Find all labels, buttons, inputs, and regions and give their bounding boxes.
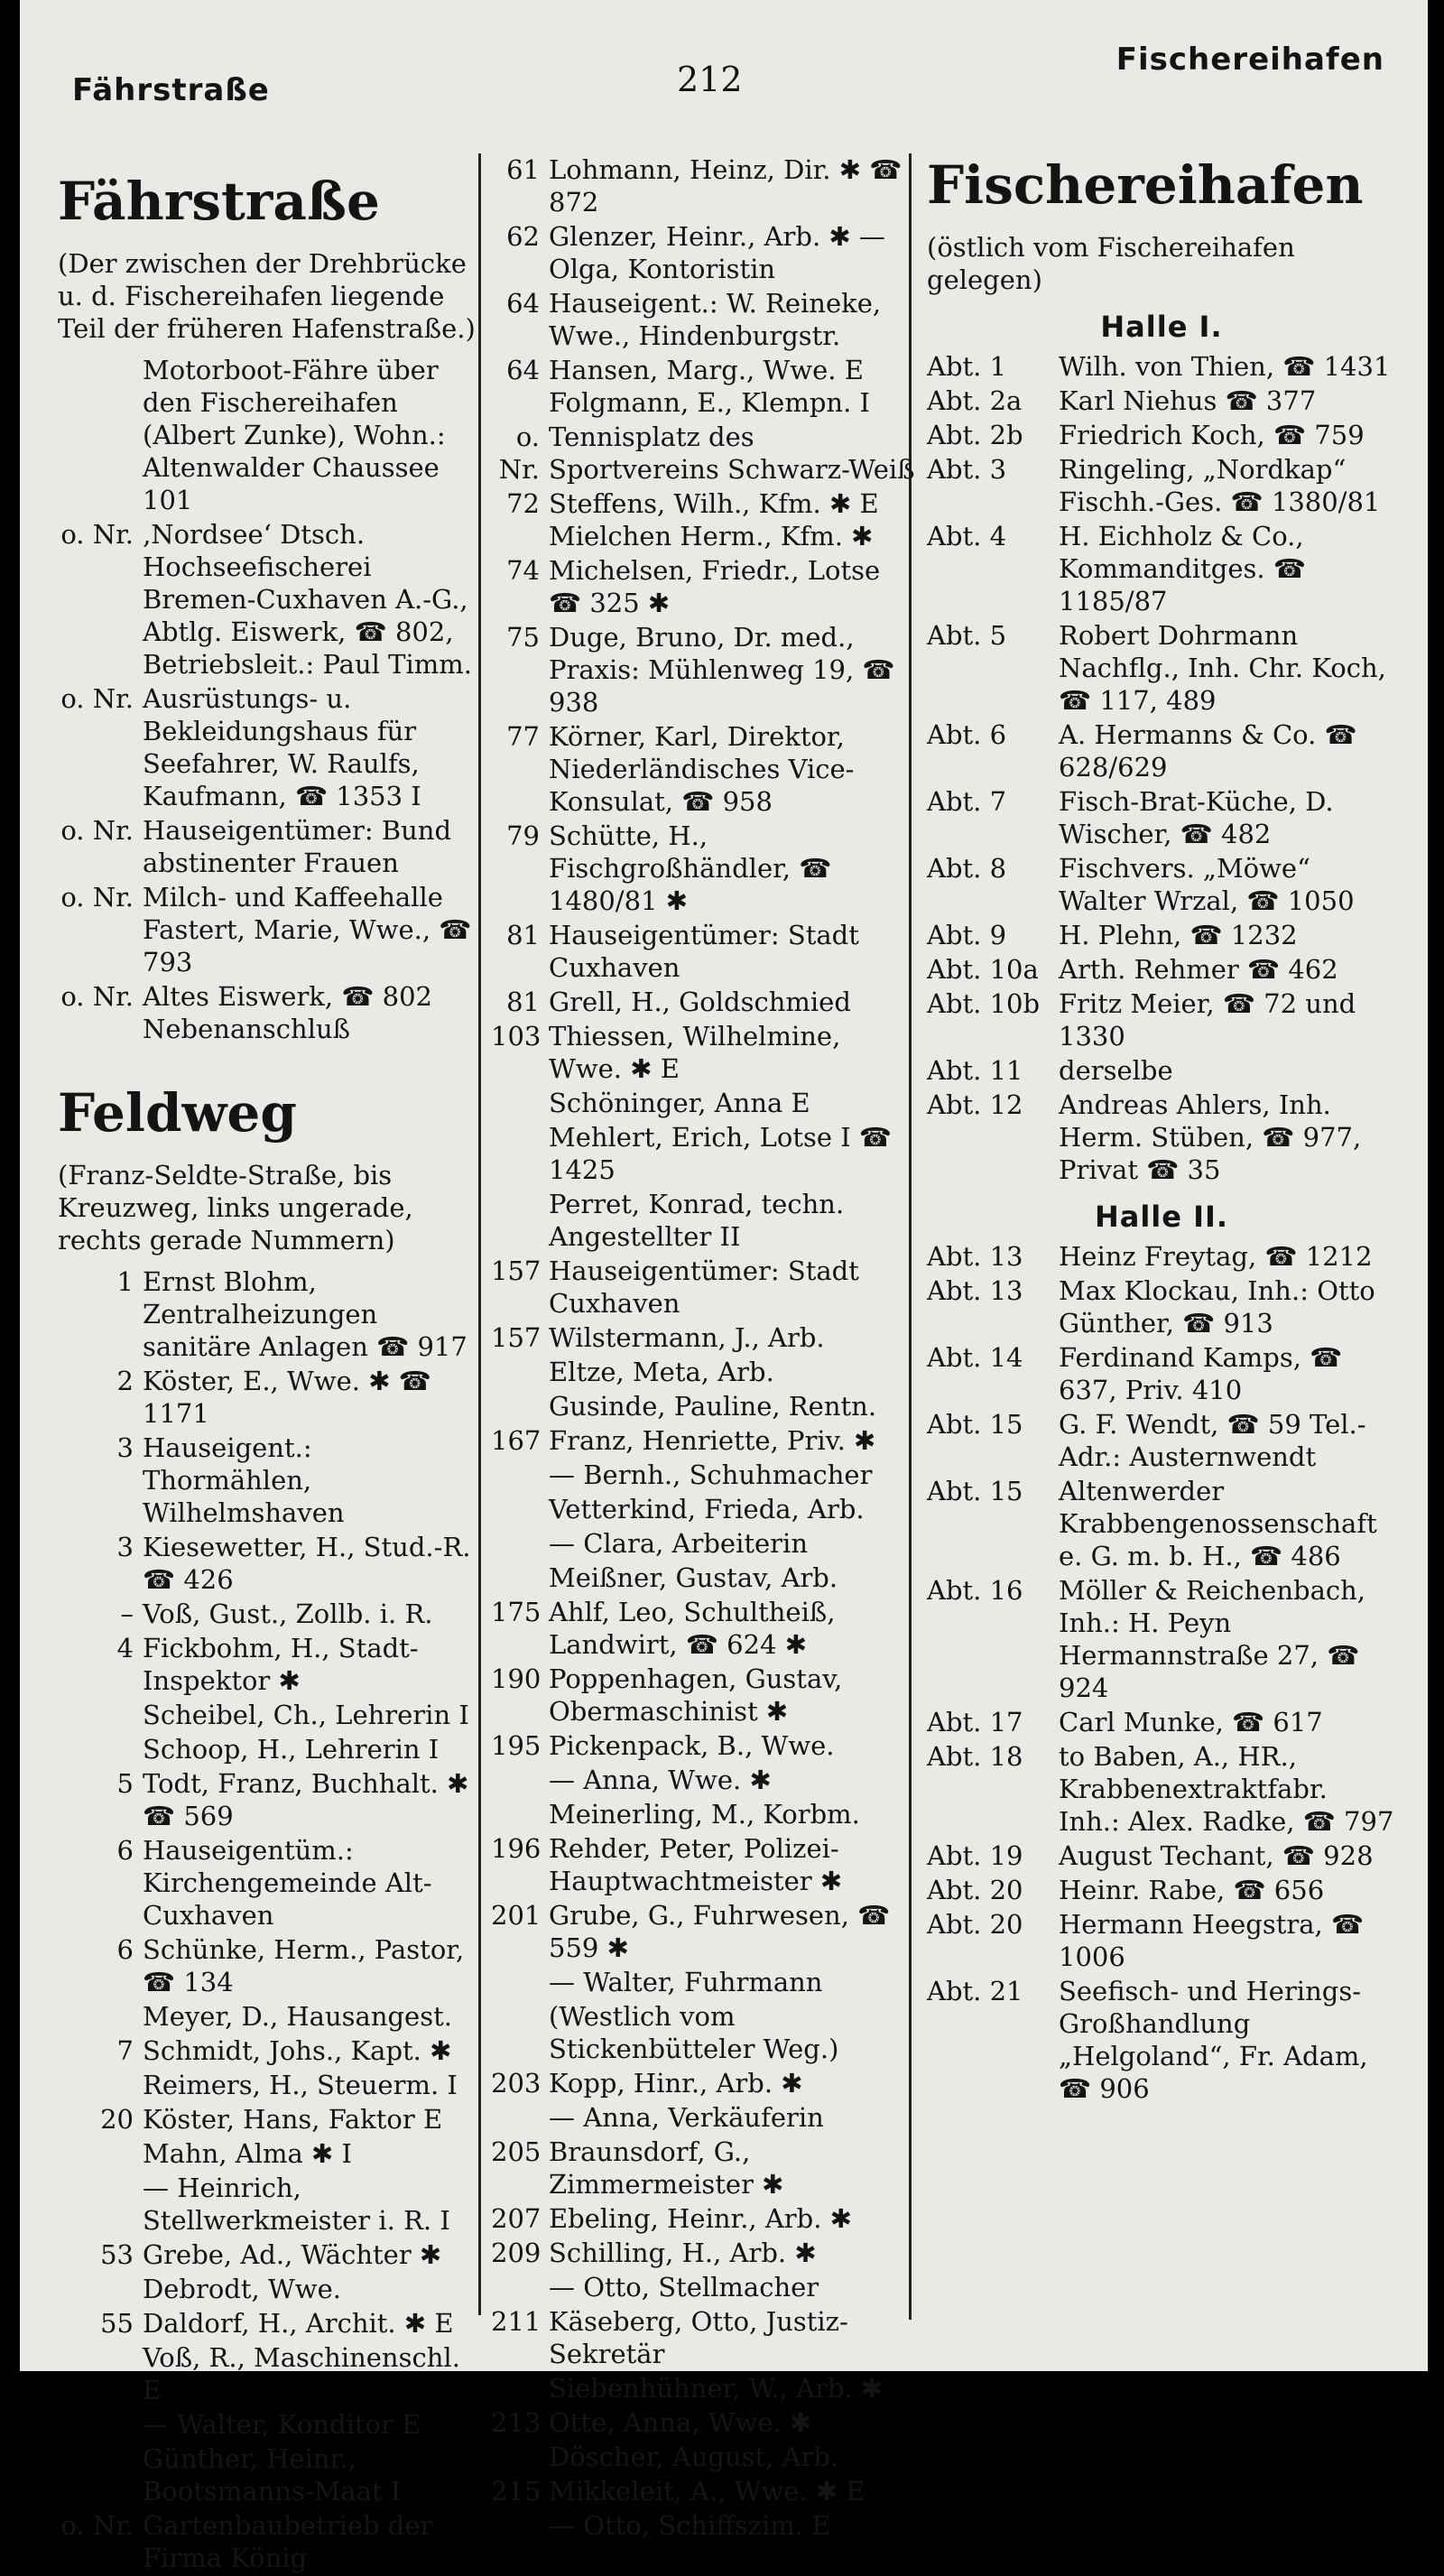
directory-entry xyxy=(491,2237,915,2269)
directory-entry xyxy=(58,1767,482,1832)
entry-number: Abt. 8 xyxy=(927,853,1007,884)
directory-entry xyxy=(491,1390,915,1422)
entry-number: o. Nr. xyxy=(60,815,134,846)
entry-text: Ernst Blohm, Zentralheizungen sanitäre Anlagen ☎ 917 xyxy=(143,1266,467,1362)
entry-text: Poppenhagen, Gustav, Obermaschinist ✱ xyxy=(549,1663,843,1727)
directory-entry xyxy=(927,1475,1396,1572)
directory-entry xyxy=(491,1899,915,1964)
entry-text: Perret, Konrad, techn. Angestellter II xyxy=(549,1189,845,1252)
entry-number: 205 xyxy=(491,2136,542,2167)
directory-entry xyxy=(491,1087,915,1119)
entry-number: 61 xyxy=(506,154,540,185)
entry-number: 3 xyxy=(116,1532,134,1562)
entry-number: Abt. 15 xyxy=(927,1476,1023,1506)
directory-entry xyxy=(491,2441,915,2473)
entry-text: Schöninger, Anna E xyxy=(549,1088,810,1118)
directory-entry xyxy=(58,1699,482,1731)
entry-text: Todt, Franz, Buchhalt. ✱ ☎ 569 xyxy=(143,1768,469,1831)
entry-text: Glenzer, Heinr., Arb. ✱ — Olga, Kontoristin xyxy=(549,221,885,284)
entry-text: Michelsen, Friedr., Lotse ☎ 325 ✱ xyxy=(549,555,881,618)
entry-text: Schilling, H., Arb. ✱ xyxy=(549,2238,817,2268)
entry-number: Abt. 14 xyxy=(927,1342,1023,1373)
entry-number: 190 xyxy=(491,1663,542,1694)
entry-number: 53 xyxy=(100,2239,134,2270)
directory-entry xyxy=(927,419,1396,451)
directory-page xyxy=(20,0,1428,2573)
hall1-entries xyxy=(927,350,1396,1186)
entry-number: Abt. 2a xyxy=(927,385,1023,416)
directory-entry xyxy=(491,2475,915,2507)
faehr-entries xyxy=(58,354,482,1045)
entry-number: Abt. 7 xyxy=(927,786,1007,817)
entry-text: Altenwerder Krabbengenossenschaft e. G. m. b. H., ☎ 486 xyxy=(1059,1476,1377,1571)
entry-text: Andreas Ahlers, Inh. Herm. Stüben, ☎ 977, Privat ☎ 35 xyxy=(1059,1089,1362,1185)
directory-entry xyxy=(58,1598,482,1630)
entry-text: Ebeling, Heinr., Arb. ✱ xyxy=(549,2203,852,2234)
entry-text: Kopp, Hinr., Arb. ✱ xyxy=(549,2068,803,2099)
entry-number: 81 xyxy=(506,987,540,1017)
entry-text: Grell, H., Goldschmied xyxy=(549,987,851,1017)
directory-entry xyxy=(58,1632,482,1697)
entry-text: Meyer, D., Hausangest. xyxy=(143,2001,452,2032)
feld-entries xyxy=(58,1265,482,2574)
street-title-fischereihafen: Fischereihafen xyxy=(927,154,1364,216)
entry-number: 81 xyxy=(506,920,540,950)
directory-entry xyxy=(491,1764,915,1796)
directory-entry xyxy=(927,1341,1396,1406)
entry-text: Mahn, Alma ✱ I xyxy=(143,2138,352,2169)
directory-entry xyxy=(58,814,482,879)
directory-entry xyxy=(927,718,1396,783)
entry-number: Abt. 19 xyxy=(927,1840,1023,1871)
entry-text: Robert Dohrmann Nachflg., Inh. Chr. Koch, ☎ 117, 489 xyxy=(1059,620,1386,716)
entry-number: 2 xyxy=(116,1366,134,1396)
entry-text: Günther, Heinr., Bootsmanns-Maat I xyxy=(143,2443,402,2507)
entry-text: Friedrich Koch, ☎ 759 xyxy=(1059,420,1365,450)
entry-text: Heinr. Rabe, ☎ 656 xyxy=(1059,1875,1325,1905)
entry-text: — Bernh., Schuhmacher xyxy=(549,1459,873,1490)
entry-text: Hauseigentümer: Bund abstinenter Frauen xyxy=(143,815,452,878)
directory-entry xyxy=(491,986,915,1018)
entry-text: — Otto, Stellmacher xyxy=(549,2272,819,2303)
directory-entry xyxy=(491,1020,915,1085)
directory-entry xyxy=(491,2372,915,2405)
entry-text: Gartenbaubetrieb der Firma König xyxy=(143,2510,433,2573)
page-number: 212 xyxy=(677,60,743,99)
directory-entry xyxy=(58,1265,482,1363)
entry-number: 64 xyxy=(506,288,540,319)
entry-text: — Heinrich, Stellwerkmeister i. R. I xyxy=(143,2173,450,2236)
entry-text: Motorboot-Fähre über den Fischereihafen (Albert Zunke), Wohn.: Altenwalder Chaussee 101 xyxy=(143,355,446,515)
entry-number: o. Nr. xyxy=(60,519,134,550)
directory-entry xyxy=(927,1274,1396,1339)
entry-text: G. F. Wendt, ☎ 59 Tel.-Adr.: Austernwendt xyxy=(1059,1409,1366,1472)
entry-number: 3 xyxy=(116,1432,134,1463)
entry-text: Döscher, August, Arb. xyxy=(549,2442,839,2472)
entry-text: Otte, Anna, Wwe. ✱ xyxy=(549,2407,812,2438)
directory-entry xyxy=(927,1839,1396,1872)
entry-text: (Westlich vom Stickenbütteler Weg.) xyxy=(549,2001,839,2064)
entry-text: Grube, G., Fuhrwesen, ☎ 559 ✱ xyxy=(549,1900,891,1963)
directory-entry xyxy=(58,1365,482,1430)
entry-number: Abt. 9 xyxy=(927,920,1007,950)
directory-entry xyxy=(491,919,915,984)
column-2 xyxy=(491,153,915,2544)
directory-entry xyxy=(491,487,915,552)
directory-entry xyxy=(491,554,915,619)
entry-number: 5 xyxy=(116,1768,134,1799)
directory-entry xyxy=(927,1089,1396,1186)
directory-entry xyxy=(927,1574,1396,1704)
street-title-faehrstrasse: Fährstraße xyxy=(58,171,380,232)
directory-entry xyxy=(58,2442,482,2507)
directory-entry xyxy=(491,1729,915,1762)
directory-entry xyxy=(491,287,915,352)
entry-text: Hauseigentümer: Stadt Cuxhaven xyxy=(549,1256,859,1319)
directory-entry xyxy=(491,820,915,917)
directory-entry xyxy=(58,2000,482,2033)
entry-number: Abt. 18 xyxy=(927,1741,1023,1772)
directory-entry xyxy=(927,1740,1396,1838)
entry-number: Abt. 1 xyxy=(927,351,1007,382)
entry-text: Max Klockau, Inh.: Otto Günther, ☎ 913 xyxy=(1059,1275,1375,1339)
street-description: (Franz-Seldte-Straße, bis Kreuzweg, links ungerade, rechts gerade Nummern) xyxy=(58,1160,413,1256)
entry-number: Abt. 2b xyxy=(927,420,1023,450)
directory-entry xyxy=(58,1933,482,1998)
entry-number: Abt. 11 xyxy=(927,1055,1023,1086)
entry-text: Rehder, Peter, Polizei-Hauptwachtmeister ✱ xyxy=(549,1833,843,1896)
directory-entry xyxy=(491,1321,915,1354)
entry-number: 157 xyxy=(491,1256,542,1286)
entry-number: Abt. 6 xyxy=(927,719,1007,750)
directory-entry xyxy=(491,2101,915,2134)
directory-entry xyxy=(58,2408,482,2441)
entry-number: 195 xyxy=(491,1730,542,1761)
directory-entry xyxy=(58,2238,482,2271)
directory-entry xyxy=(927,1874,1396,1906)
directory-entry xyxy=(58,2307,482,2340)
entry-text: Köster, Hans, Faktor E xyxy=(143,2104,443,2135)
directory-entry xyxy=(927,987,1396,1052)
entry-text: Grebe, Ad., Wächter ✱ xyxy=(143,2239,442,2270)
entry-text: Karl Niehus ☎ 377 xyxy=(1059,385,1317,416)
entry-number: Abt. 16 xyxy=(927,1575,1023,1606)
entry-text: Heinz Freytag, ☎ 1212 xyxy=(1059,1241,1373,1272)
directory-entry xyxy=(58,2172,482,2237)
hall-heading-1: Halle I. xyxy=(1100,310,1223,344)
entry-number: Abt. 13 xyxy=(927,1241,1023,1272)
directory-entry xyxy=(491,2406,915,2439)
entry-text: Möller & Reichenbach, Inh.: H. Peyn Hermannstraße 27, ☎ 924 xyxy=(1059,1575,1365,1703)
entry-number: Abt. 5 xyxy=(927,620,1007,651)
directory-entry xyxy=(927,350,1396,383)
directory-entry xyxy=(491,354,915,419)
directory-entry xyxy=(491,1188,915,1253)
entry-text: H. Eichholz & Co., Kommanditges. ☎ 1185/87 xyxy=(1059,521,1306,616)
directory-entry xyxy=(491,1561,915,1594)
feldweg-continued-entries xyxy=(491,153,915,2542)
directory-entry xyxy=(58,2103,482,2136)
directory-entry xyxy=(491,2509,915,2542)
directory-entry xyxy=(491,1966,915,1998)
entry-number: o. Nr. xyxy=(60,683,134,714)
directory-entry xyxy=(927,1054,1396,1087)
entry-text: Köster, E., Wwe. ✱ ☎ 1171 xyxy=(143,1366,431,1429)
entry-text: Arth. Rehmer ☎ 462 xyxy=(1059,954,1338,985)
entry-number: 6 xyxy=(116,1835,134,1866)
entry-number: o. Nr. xyxy=(60,2510,134,2541)
directory-entry xyxy=(491,1356,915,1388)
directory-entry xyxy=(491,2202,915,2235)
directory-entry xyxy=(491,1255,915,1320)
entry-text: — Clara, Arbeiterin xyxy=(549,1528,808,1559)
entry-number: o. Nr. xyxy=(498,422,540,485)
directory-entry xyxy=(927,953,1396,986)
directory-entry xyxy=(58,2341,482,2406)
directory-entry xyxy=(491,220,915,285)
entry-text: Körner, Karl, Direktor, Niederländisches Vice-Konsulat, ☎ 958 xyxy=(549,721,855,817)
entry-text: Ahlf, Leo, Schultheiß, Landwirt, ☎ 624 ✱ xyxy=(549,1597,836,1660)
directory-entry xyxy=(491,621,915,718)
running-header xyxy=(54,34,1393,107)
entry-text: Fischvers. „Möwe“ Walter Wrzal, ☎ 1050 xyxy=(1059,853,1355,916)
directory-entry xyxy=(58,2034,482,2067)
entry-text: Lohmann, Heinz, Dir. ✱ ☎ 872 xyxy=(549,154,902,218)
directory-entry xyxy=(927,619,1396,717)
entry-text: Pickenpack, B., Wwe. xyxy=(549,1730,835,1761)
entry-text: Siebenhühner, W., Arb. ✱ xyxy=(549,2373,884,2404)
entry-text: Fickbohm, H., Stadt-Inspektor ✱ xyxy=(143,1633,419,1696)
entry-text: Hauseigent.: W. Reineke, Wwe., Hindenburgstr. xyxy=(549,288,882,351)
entry-number: 62 xyxy=(506,221,540,252)
entry-text: Hauseigentüm.: Kirchengemeinde Alt-Cuxhaven xyxy=(143,1835,432,1931)
entry-text: Schütte, H., Fischgroßhändler, ☎ 1480/81 ✱ xyxy=(549,820,832,916)
directory-entry xyxy=(491,720,915,818)
entry-text: August Techant, ☎ 928 xyxy=(1059,1840,1374,1871)
entry-text: Thiessen, Wilhelmine, Wwe. ✱ E xyxy=(549,1021,841,1084)
entry-number: – xyxy=(120,1598,134,1629)
entry-text: Seefisch- und Herings-Großhandlung „Helgoland“, Fr. Adam, ☎ 906 xyxy=(1059,1976,1368,2104)
directory-entry xyxy=(491,1493,915,1525)
directory-entry xyxy=(927,1975,1396,2105)
entry-text: A. Hermanns & Co. ☎ 628/629 xyxy=(1059,719,1357,783)
entry-text: — Otto, Schiffszim. E xyxy=(549,2510,831,2541)
directory-entry xyxy=(58,354,482,516)
entry-text: — Anna, Wwe. ✱ xyxy=(549,1765,772,1795)
directory-entry xyxy=(58,1834,482,1932)
directory-entry xyxy=(491,153,915,218)
column-3 xyxy=(927,153,1396,2107)
entry-number: 175 xyxy=(491,1597,542,1627)
entry-text: — Walter, Fuhrmann xyxy=(549,1967,823,1997)
entry-text: Hauseigent.: Thormählen, Wilhelmshaven xyxy=(143,1432,345,1528)
entry-number: Abt. 3 xyxy=(927,454,1007,485)
entry-number: Abt. 12 xyxy=(927,1089,1023,1120)
entry-text: Ferdinand Kamps, ☎ 637, Priv. 410 xyxy=(1059,1342,1343,1405)
entry-text: Hermann Heegstra, ☎ 1006 xyxy=(1059,1909,1365,1972)
directory-entry xyxy=(58,980,482,1045)
street-description: (Der zwischen der Drehbrücke u. d. Fischereihafen liegende Teil der früheren Hafenstraße.) xyxy=(58,248,476,344)
entry-number: 203 xyxy=(491,2068,542,2099)
entry-text: Milch- und Kaffeehalle Fastert, Marie, Wwe., ☎ 793 xyxy=(143,882,472,978)
directory-entry xyxy=(927,1706,1396,1738)
entry-number: Abt. 13 xyxy=(927,1275,1023,1306)
entry-text: Fritz Meier, ☎ 72 und 1330 xyxy=(1059,988,1356,1052)
directory-entry xyxy=(58,1733,482,1765)
entry-text: Steffens, Wilh., Kfm. ✱ E Mielchen Herm., Kfm. ✱ xyxy=(549,488,879,551)
hall2-entries xyxy=(927,1240,1396,2105)
entry-text: Daldorf, H., Archit. ✱ E xyxy=(143,2308,454,2339)
entry-number: 157 xyxy=(491,1322,542,1353)
directory-entry xyxy=(491,1798,915,1830)
entry-number: 75 xyxy=(506,622,540,653)
directory-entry xyxy=(927,1408,1396,1473)
directory-entry xyxy=(491,2067,915,2099)
entry-number: Abt. 21 xyxy=(927,1976,1023,2006)
entry-text: Gusinde, Pauline, Rentn. xyxy=(549,1391,877,1422)
column-1 xyxy=(58,153,482,2576)
entry-number: 64 xyxy=(506,355,540,385)
street-title-feldweg: Feldweg xyxy=(58,1082,297,1144)
directory-entry xyxy=(58,1432,482,1529)
entry-text: Voß, R., Maschinenschl. E xyxy=(143,2342,460,2405)
entry-text: derselbe xyxy=(1059,1055,1173,1086)
directory-entry xyxy=(491,2305,915,2370)
entry-text: Ringeling, „Nordkap“ Fischh.-Ges. ☎ 1380/81 xyxy=(1059,454,1381,517)
entry-text: Eltze, Meta, Arb. xyxy=(549,1357,774,1387)
entry-text: Meißner, Gustav, Arb. xyxy=(549,1562,838,1593)
entry-text: Duge, Bruno, Dr. med., Praxis: Mühlenweg 19, ☎ 938 xyxy=(549,622,895,718)
directory-entry xyxy=(58,682,482,812)
directory-entry xyxy=(491,1459,915,1491)
entry-number: Abt. 10b xyxy=(927,988,1041,1019)
entry-text: Wilstermann, J., Arb. xyxy=(549,1322,825,1353)
entry-text: to Baben, A., HR., Krabbenextraktfabr. Inh.: Alex. Radke, ☎ 797 xyxy=(1059,1741,1394,1837)
entry-text: — Anna, Verkäuferin xyxy=(549,2102,824,2133)
entry-number: Abt. 10a xyxy=(927,954,1039,985)
entry-text: Reimers, H., Steuerm. I xyxy=(143,2070,458,2100)
entry-number: Abt. 20 xyxy=(927,1909,1023,1940)
entry-number: 79 xyxy=(506,820,540,851)
directory-entry xyxy=(927,385,1396,417)
entry-text: Voß, Gust., Zollb. i. R. xyxy=(143,1598,433,1629)
entry-number: 77 xyxy=(506,721,540,752)
entry-text: Hauseigentümer: Stadt Cuxhaven xyxy=(549,920,859,983)
entry-text: Carl Munke, ☎ 617 xyxy=(1059,1707,1323,1737)
entry-number: 6 xyxy=(116,1934,134,1965)
entry-number: o. Nr. xyxy=(60,882,134,913)
entry-text: Scheibel, Ch., Lehrerin I xyxy=(143,1700,469,1730)
entry-text: Vetterkind, Frieda, Arb. xyxy=(549,1494,865,1524)
directory-entry xyxy=(491,1832,915,1897)
directory-entry xyxy=(58,2509,482,2574)
directory-entry xyxy=(491,1663,915,1728)
entry-text: Meinerling, M., Korbm. xyxy=(549,1799,860,1830)
entry-number: 55 xyxy=(100,2308,134,2339)
entry-text: Schoop, H., Lehrerin I xyxy=(143,1734,440,1765)
entry-number: 7 xyxy=(116,2035,134,2066)
directory-entry xyxy=(927,1240,1396,1273)
entry-text: Braunsdorf, G., Zimmermeister ✱ xyxy=(549,2136,784,2200)
entry-text: Hansen, Marg., Wwe. E Folgmann, E., Klempn. I xyxy=(549,355,870,418)
entry-number: 1 xyxy=(116,1266,134,1297)
entry-text: Schmidt, Johs., Kapt. ✱ xyxy=(143,2035,452,2066)
entry-number: 167 xyxy=(491,1425,542,1456)
entry-number: 213 xyxy=(491,2407,542,2438)
directory-entry xyxy=(491,421,915,486)
entry-number: Abt. 15 xyxy=(927,1409,1023,1440)
directory-entry xyxy=(491,1596,915,1661)
directory-entry xyxy=(927,520,1396,617)
directory-entry xyxy=(491,1121,915,1186)
entry-text: Tennisplatz des Sportvereins Schwarz-Weiß xyxy=(549,422,915,485)
directory-entry xyxy=(927,1908,1396,1973)
running-head-left: Fährstraße xyxy=(72,72,270,108)
directory-entry xyxy=(491,2271,915,2303)
directory-entry xyxy=(927,852,1396,917)
directory-entry xyxy=(927,785,1396,850)
entry-number: o. Nr. xyxy=(60,981,134,1012)
directory-entry xyxy=(58,2273,482,2305)
entry-text: Fisch-Brat-Küche, D. Wischer, ☎ 482 xyxy=(1059,786,1334,849)
entry-number: 215 xyxy=(491,2476,542,2507)
entry-text: Ausrüstungs- u. Bekleidungshaus für Seefahrer, W. Raulfs, Kaufmann, ☎ 1353 I xyxy=(143,683,421,811)
entry-number: 211 xyxy=(491,2306,542,2337)
directory-entry xyxy=(927,453,1396,518)
entry-text: H. Plehn, ☎ 1232 xyxy=(1059,920,1298,950)
entry-number: 209 xyxy=(491,2238,542,2268)
entry-text: — Walter, Konditor E xyxy=(143,2409,421,2440)
entry-text: Wilh. von Thien, ☎ 1431 xyxy=(1059,351,1391,382)
directory-entry xyxy=(491,1424,915,1457)
entry-text: Schünke, Herm., Pastor, ☎ 134 xyxy=(143,1934,465,1997)
directory-entry xyxy=(491,1527,915,1560)
street-description: (östlich vom Fischereihafen gelegen) xyxy=(927,232,1295,295)
entry-number: 196 xyxy=(491,1833,542,1864)
entry-text: Käseberg, Otto, Justiz-Sekretär xyxy=(549,2306,848,2369)
entry-text: Mehlert, Erich, Lotse I ☎ 1425 xyxy=(549,1122,893,1185)
directory-entry xyxy=(58,518,482,681)
hall-heading-2: Halle II. xyxy=(1094,1200,1229,1234)
entry-number: Abt. 20 xyxy=(927,1875,1023,1905)
directory-entry xyxy=(491,2136,915,2201)
entry-text: ‚Nordsee‘ Dtsch. Hochseefischerei Bremen-Cuxhaven A.-G., Abtlg. Eiswerk, ☎ 802, Betriebsleit.: Paul Timm. xyxy=(143,519,472,680)
entry-number: 20 xyxy=(100,2104,134,2135)
entry-text: Debrodt, Wwe. xyxy=(143,2274,341,2304)
entry-number: 207 xyxy=(491,2203,542,2234)
entry-number: 4 xyxy=(116,1633,134,1663)
entry-text: Altes Eiswerk, ☎ 802 Nebenanschluß xyxy=(143,981,433,1044)
entry-number: 201 xyxy=(491,1900,542,1931)
directory-entry xyxy=(491,2000,915,2065)
entry-number: 103 xyxy=(491,1021,542,1052)
directory-entry xyxy=(58,2137,482,2170)
running-head-right: Fischereihafen xyxy=(1115,42,1384,78)
entry-text: Franz, Henriette, Priv. ✱ xyxy=(549,1425,876,1456)
entry-number: 74 xyxy=(506,555,540,586)
directory-entry xyxy=(58,2069,482,2101)
entry-text: Kiesewetter, H., Stud.-R. ☎ 426 xyxy=(143,1532,471,1595)
directory-entry xyxy=(58,1531,482,1596)
entry-number: Abt. 17 xyxy=(927,1707,1023,1737)
entry-text: Mikkeleit, A., Wwe. ✱ E xyxy=(549,2476,865,2507)
directory-entry xyxy=(927,919,1396,951)
entry-number: Abt. 4 xyxy=(927,521,1007,551)
entry-number: 72 xyxy=(506,488,540,519)
directory-entry xyxy=(58,881,482,978)
